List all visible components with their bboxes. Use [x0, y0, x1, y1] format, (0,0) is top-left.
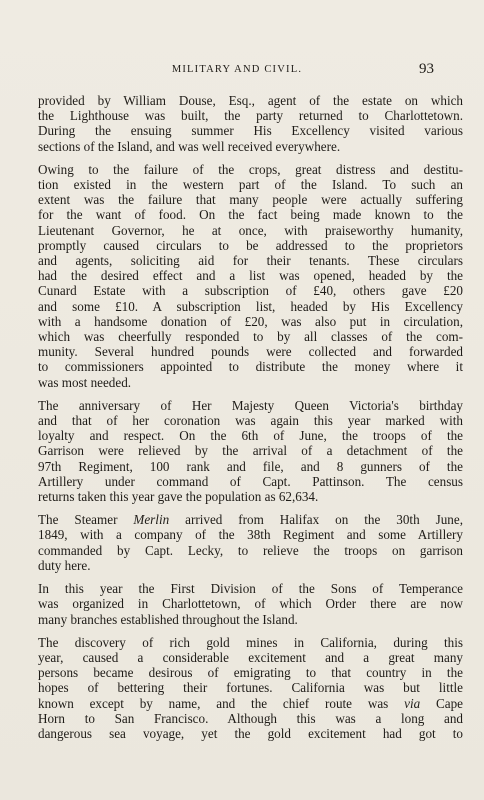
text-line: persons became desirous of emigrating to that country in the [38, 665, 463, 681]
text-line: munity. Several hundred pounds were collected and forwarded [38, 344, 463, 360]
text-line: tion existed in the western part of the Island. To such an [38, 177, 463, 193]
text-line: extent was the failure that many people were actually suffering [38, 192, 463, 208]
paragraph-1 [26, 93, 463, 154]
text-line: was most needed. [38, 374, 132, 390]
italic-term: Merlin [133, 512, 170, 528]
text-line: and some £10. A subscription list, headed by His Excellency [38, 298, 463, 314]
text-line: hopes of bettering their fortunes. California was but little [38, 680, 463, 696]
text-line: with a handsome donation of £20, was also put in circulation, [38, 313, 463, 329]
text-line: Lieutenant Governor, he at once, with praiseworthy humanity, [38, 222, 463, 238]
text-line: Cunard Estate with a subscription of £40, others gave £20 [38, 283, 463, 299]
text-line: Owing to the failure of the crops, great distress and destitu- [38, 161, 463, 177]
text-line: sections of the Island, and was well received everywhere. [38, 138, 341, 154]
text-line: loyalty and respect. On the 6th of June, the troops of the [38, 428, 463, 444]
text-line: Garrison were relieved by the arrival of a detachment of the [38, 443, 463, 459]
text-line: and that of her coronation was again this year marked with [38, 413, 463, 429]
text-line: year, caused a considerable excitement and a great many [38, 649, 463, 665]
text-line: promptly caused circulars to be addressed to the proprietors [38, 237, 463, 253]
body-text [26, 93, 463, 749]
paragraph-3 [26, 398, 463, 504]
text-line: for the want of food. On the fact being made known to the [38, 207, 463, 223]
text-line: was organized in Charlottetown, of which Order there are now [38, 596, 463, 612]
text-line: The anniversary of Her Majesty Queen Victoria's birthday [38, 397, 463, 413]
text-line [26, 696, 463, 711]
text-fragment: Cape [420, 695, 463, 711]
text-fragment: The Steamer [38, 512, 134, 528]
text-line: returns taken this year gave the population as 62,634. [38, 489, 319, 505]
text-line: many branches established throughout the Island. [38, 611, 298, 627]
paragraph-4 [26, 512, 463, 573]
text-line: duty here. [38, 557, 91, 573]
text-fragment: arrived from Halifax on the 30th June, [169, 512, 463, 528]
text-line: commanded by Capt. Lecky, to relieve the troops on garrison [38, 542, 463, 558]
text-line: to commissioners appointed to distribute the money where it [38, 359, 463, 375]
text-line: In this year the First Division of the Sons of Temperance [38, 581, 463, 597]
italic-term: via [404, 695, 421, 711]
page-number: 93 [419, 61, 434, 77]
text-line: 1849, with a company of the 38th Regiment and some Artillery [38, 527, 463, 543]
text-line: The discovery of rich gold mines in California, during this [38, 634, 463, 650]
paragraph-2 [26, 162, 463, 390]
text-line: and agents, soliciting aid for their tenants. These circulars [38, 253, 463, 269]
running-head: MILITARY AND CIVIL. [171, 64, 303, 75]
text-line: dangerous sea voyage, yet the gold excitement had got to [38, 725, 463, 741]
text-line: Horn to San Francisco. Although this was a long and [38, 710, 463, 726]
text-line: During the ensuing summer His Excellency visited various [38, 123, 463, 139]
text-fragment: known except by name, and the chief route was [38, 695, 405, 711]
text-line: which was cheerfully responded to by all classes of the com- [38, 329, 463, 345]
paragraph-6 [26, 635, 463, 741]
text-line: the Lighthouse was built, the party returned to Charlottetown. [38, 108, 463, 124]
text-line: had the desired effect and a list was opened, headed by the [38, 268, 463, 284]
text-line: provided by William Douse, Esq., agent of the estate on which [38, 93, 463, 108]
text-line: Artillery under command of Capt. Pattinson. The census [38, 473, 463, 489]
text-line: 97th Regiment, 100 rank and file, and 8 gunners of the [38, 458, 463, 474]
text-line [26, 512, 463, 527]
paragraph-5 [26, 581, 463, 627]
